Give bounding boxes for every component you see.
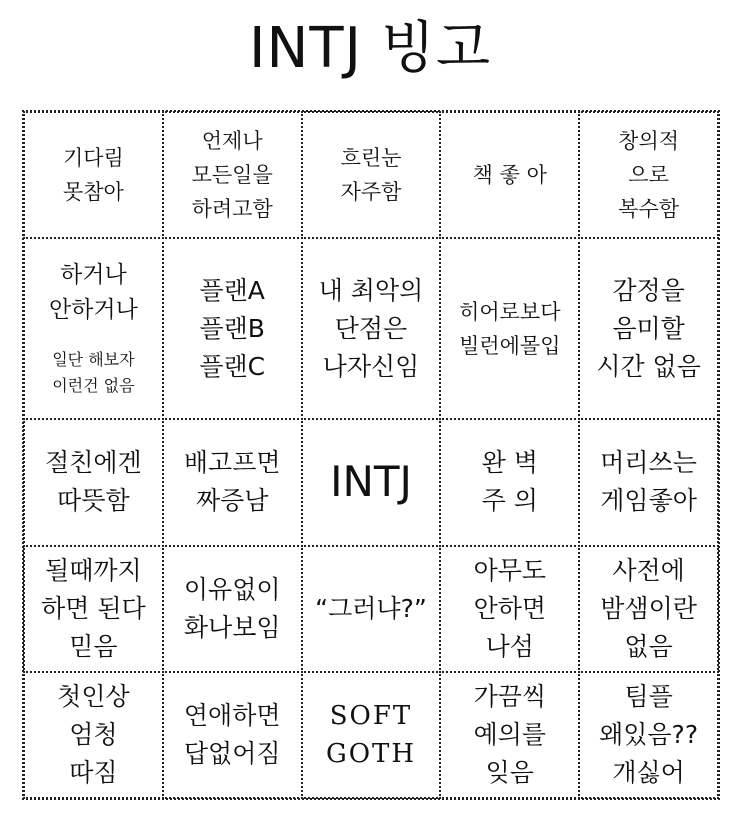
bingo-cell-15[interactable]: 머리쓰는 게임좋아 [578, 418, 719, 546]
bingo-cell-9[interactable]: 히어로보다 빌런에몰입 [439, 237, 580, 420]
bingo-cell-22[interactable]: 연애하면 답없어짐 [162, 671, 303, 799]
bingo-cell-6-main: 하거나 안하거나 [48, 262, 138, 324]
bingo-cell-7[interactable]: 플랜A 플랜B 플랜C [162, 237, 303, 420]
bingo-cell-6[interactable] [23, 237, 164, 420]
bingo-cell-4[interactable]: 책 좋 아 [439, 111, 580, 239]
bingo-cell-3[interactable]: 흐린눈 자주함 [301, 111, 442, 239]
bingo-cell-10[interactable]: 감정을 음미할 시간 없음 [578, 237, 719, 420]
bingo-cell-18[interactable]: “그러냐?” [301, 545, 442, 673]
bingo-cell-6-sub: 일단 해보자 이런건 없음 [52, 350, 135, 396]
bingo-cell-21[interactable]: 첫인상 엄청 따짐 [23, 671, 164, 799]
bingo-cell-14[interactable]: 완 벽 주 의 [439, 418, 580, 546]
bingo-cell-2[interactable]: 언제나 모든일을 하려고함 [162, 111, 303, 239]
bingo-cell-5[interactable]: 창의적 으로 복수함 [578, 111, 719, 239]
bingo-cell-1[interactable]: 기다림 못참아 [23, 111, 164, 239]
bingo-cell-12[interactable]: 배고프면 짜증남 [162, 418, 303, 546]
bingo-cell-19[interactable]: 아무도 안하면 나섬 [439, 545, 580, 673]
bingo-cell-23[interactable]: SOFT GOTH [301, 671, 442, 799]
bingo-cell-11[interactable]: 절친에겐 따뜻함 [23, 418, 164, 546]
bingo-board [22, 110, 720, 800]
page-title: INTJ 빙고 [248, 16, 492, 81]
bingo-cell-free-center[interactable]: INTJ [301, 418, 442, 546]
bingo-cell-25[interactable]: 팀플 왜있음?? 개싫어 [578, 671, 719, 799]
bingo-cell-17[interactable]: 이유없이 화나보임 [162, 545, 303, 673]
bingo-cell-20[interactable]: 사전에 밤샘이란 없음 [578, 545, 719, 673]
bingo-cell-8[interactable]: 내 최악의 단점은 나자신임 [301, 237, 442, 420]
bingo-cell-16[interactable]: 될때까지 하면 된다 믿음 [23, 545, 164, 673]
bingo-cell-24[interactable]: 가끔씩 예의를 잊음 [439, 671, 580, 799]
